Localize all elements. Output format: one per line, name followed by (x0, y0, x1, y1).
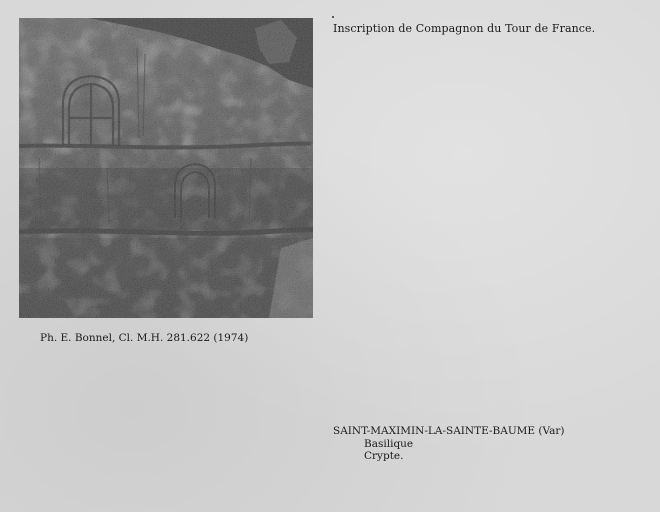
inscription-photo (19, 18, 313, 318)
caption-mark (332, 16, 334, 18)
photo-credit: Ph. E. Bonnel, Cl. M.H. 281.622 (1974) (40, 332, 249, 344)
location-part: Crypte. (364, 450, 404, 462)
photo-caption: Inscription de Compagnon du Tour de France. (333, 22, 596, 35)
stone-wall-image (19, 18, 313, 318)
location-place: SAINT-MAXIMIN-LA-SAINTE-BAUME (Var) (333, 425, 565, 437)
location-building: Basilique (364, 437, 414, 450)
location-block (333, 425, 565, 463)
